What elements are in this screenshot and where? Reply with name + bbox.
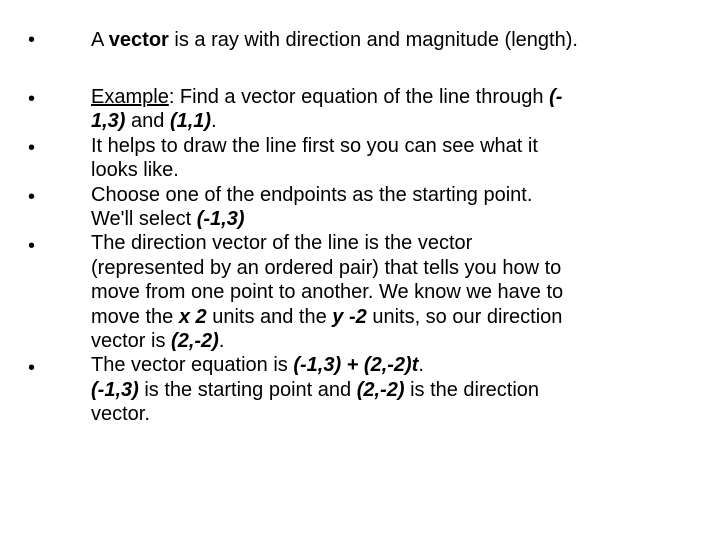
x-units: x 2 bbox=[178, 305, 207, 328]
example-line-6 bbox=[91, 207, 691, 231]
text-run: and bbox=[125, 110, 170, 133]
text-run: A bbox=[91, 29, 109, 51]
bullet-4: • bbox=[28, 186, 36, 208]
text-run: : Find a vector equation of the line through bbox=[168, 86, 550, 108]
example-line-11 bbox=[91, 329, 691, 353]
vector-definition-line bbox=[91, 28, 691, 52]
example-line-8: (represented by an ordered pair) that tells you how to bbox=[91, 256, 562, 279]
example-line-2 bbox=[91, 109, 691, 133]
text-run: . bbox=[418, 354, 424, 377]
text-run: is the starting point and bbox=[138, 378, 357, 401]
text-run: The vector equation is bbox=[91, 354, 294, 377]
example-line-9: move from one point to another. We know we have to bbox=[91, 281, 564, 304]
vector-definition bbox=[91, 28, 691, 52]
point-ref: (- bbox=[549, 86, 563, 108]
example-line-1 bbox=[91, 85, 691, 109]
point-ref: 1,3) bbox=[91, 110, 126, 133]
example-line-5: Choose one of the endpoints as the starting point. bbox=[91, 183, 533, 206]
bullet-1: • bbox=[28, 29, 36, 51]
text-run: move the bbox=[91, 305, 179, 328]
vector-equation: (-1,3) + (2,-2)t bbox=[293, 354, 419, 377]
example-line-4: looks like. bbox=[91, 159, 179, 182]
bullet-6: • bbox=[28, 357, 36, 379]
point-ref: (-1,3) bbox=[91, 378, 139, 401]
text-run: vector is bbox=[91, 330, 172, 353]
example-line-3: It helps to draw the line first so you can see what it bbox=[91, 134, 538, 157]
bullet-2: • bbox=[28, 88, 36, 110]
point-ref: (1,1) bbox=[169, 110, 212, 133]
example-line-13 bbox=[91, 378, 691, 402]
text-run: units and the bbox=[206, 305, 333, 328]
point-ref: (-1,3) bbox=[196, 208, 245, 231]
text-run: is the direction bbox=[404, 378, 540, 401]
text-run: is a ray with direction and magnitude (length). bbox=[168, 29, 578, 51]
text-run: units, so our direction bbox=[366, 305, 563, 328]
y-units: y -2 bbox=[332, 305, 367, 328]
text-run: We'll select bbox=[91, 208, 197, 231]
example-line-14: vector. bbox=[91, 403, 150, 426]
example-line-12 bbox=[91, 353, 691, 377]
example-line-10 bbox=[91, 305, 691, 329]
text-run: . bbox=[218, 330, 225, 353]
example-block bbox=[91, 85, 691, 427]
text-run: . bbox=[211, 110, 217, 133]
vector-term: vector bbox=[108, 29, 169, 51]
direction-vector: (2,-2) bbox=[356, 378, 405, 401]
bullet-5: • bbox=[28, 235, 36, 257]
example-label: Example bbox=[91, 86, 169, 108]
bullet-3: • bbox=[28, 137, 36, 159]
example-line-7: The direction vector of the line is the vector bbox=[91, 232, 473, 255]
direction-vector: (2,-2) bbox=[171, 330, 219, 353]
